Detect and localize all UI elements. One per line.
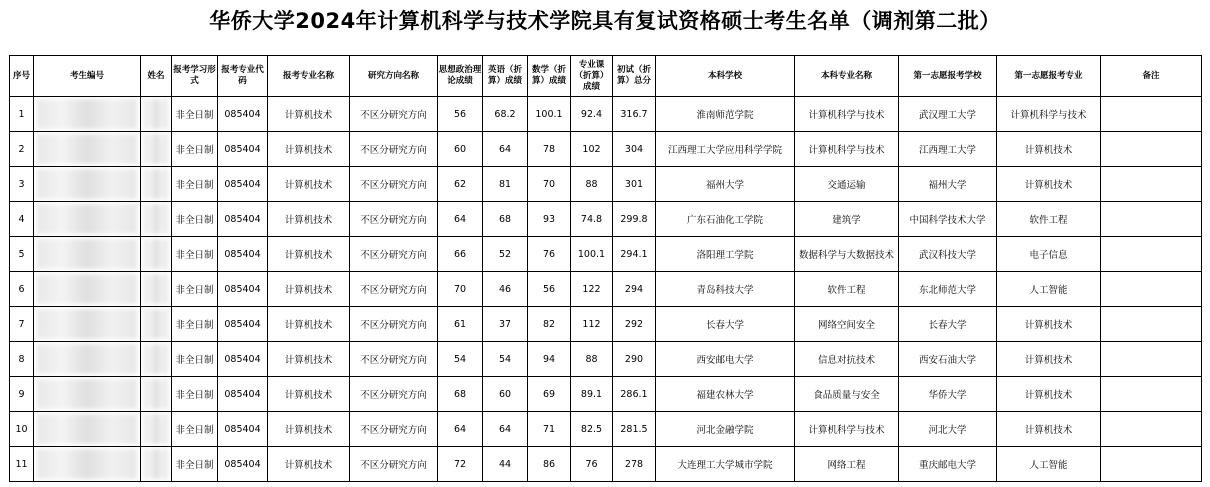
cell-major-name: 计算机技术 [268,237,350,272]
cell-first-major: 计算机技术 [997,377,1101,412]
cell-professional: 76 [571,447,613,482]
cell-seq: 10 [10,412,34,447]
cell-candidate-id [34,202,141,237]
cell-ug-school: 河北金融学院 [656,412,795,447]
cell-direction: 不区分研究方向 [350,412,438,447]
redacted-blur [144,414,168,444]
cell-total: 294 [613,272,656,307]
cell-note [1101,237,1202,272]
cell-total: 299.8 [613,202,656,237]
cell-study-form: 非全日制 [172,97,218,132]
table-row [10,132,1202,167]
cell-ug-major: 软件工程 [795,272,899,307]
cell-direction: 不区分研究方向 [350,132,438,167]
cell-professional: 74.8 [571,202,613,237]
cell-direction: 不区分研究方向 [350,97,438,132]
cell-politics: 61 [438,307,483,342]
cell-math: 76 [528,237,571,272]
cell-name [141,307,172,342]
redacted-blur [37,134,137,164]
cell-major-name: 计算机技术 [268,342,350,377]
cell-note [1101,377,1202,412]
cell-math: 82 [528,307,571,342]
cell-direction: 不区分研究方向 [350,237,438,272]
cell-seq: 9 [10,377,34,412]
redacted-blur [144,169,168,199]
cell-english: 52 [483,237,528,272]
cell-major-code: 085404 [218,237,268,272]
table-body [10,97,1202,482]
cell-note [1101,132,1202,167]
cell-candidate-id [34,167,141,202]
cell-total: 301 [613,167,656,202]
cell-study-form: 非全日制 [172,447,218,482]
cell-math: 71 [528,412,571,447]
cell-ug-school: 洛阳理工学院 [656,237,795,272]
cell-name [141,132,172,167]
cell-direction: 不区分研究方向 [350,377,438,412]
cell-name [141,377,172,412]
cell-major-code: 085404 [218,342,268,377]
cell-ug-school: 广东石油化工学院 [656,202,795,237]
cell-note [1101,272,1202,307]
cell-politics: 68 [438,377,483,412]
cell-candidate-id [34,237,141,272]
redacted-blur [144,99,168,129]
cell-major-code: 085404 [218,132,268,167]
cell-major-code: 085404 [218,307,268,342]
cell-english: 68 [483,202,528,237]
cell-ug-major: 食品质量与安全 [795,377,899,412]
cell-english: 44 [483,447,528,482]
cell-direction: 不区分研究方向 [350,202,438,237]
table-row [10,97,1202,132]
cell-first-major: 人工智能 [997,272,1101,307]
cell-candidate-id [34,447,141,482]
cell-candidate-id [34,307,141,342]
header-direction: 研究方向名称 [350,56,438,97]
cell-first-school: 江西理工大学 [899,132,997,167]
cell-major-code: 085404 [218,202,268,237]
cell-study-form: 非全日制 [172,237,218,272]
cell-professional: 88 [571,167,613,202]
cell-major-name: 计算机技术 [268,97,350,132]
cell-first-school: 东北师范大学 [899,272,997,307]
cell-math: 78 [528,132,571,167]
cell-ug-school: 淮南师范学院 [656,97,795,132]
cell-major-name: 计算机技术 [268,202,350,237]
cell-ug-major: 计算机科学与技术 [795,412,899,447]
cell-candidate-id [34,342,141,377]
redacted-blur [144,204,168,234]
cell-direction: 不区分研究方向 [350,167,438,202]
cell-direction: 不区分研究方向 [350,307,438,342]
redacted-blur [144,344,168,374]
redacted-blur [37,239,137,269]
cell-major-name: 计算机技术 [268,377,350,412]
cell-seq: 8 [10,342,34,377]
cell-major-name: 计算机技术 [268,447,350,482]
cell-note [1101,307,1202,342]
cell-ug-major: 网络空间安全 [795,307,899,342]
table-row [10,272,1202,307]
redacted-blur [37,274,137,304]
cell-seq: 11 [10,447,34,482]
table-row [10,167,1202,202]
redacted-blur [144,449,168,479]
cell-note [1101,412,1202,447]
table-row [10,447,1202,482]
cell-math: 70 [528,167,571,202]
cell-study-form: 非全日制 [172,202,218,237]
cell-politics: 64 [438,202,483,237]
cell-name [141,202,172,237]
header-note: 备注 [1101,56,1202,97]
cell-ug-school: 西安邮电大学 [656,342,795,377]
header-professional: 专业课（折算）成绩 [571,56,613,97]
cell-ug-school: 青岛科技大学 [656,272,795,307]
cell-note [1101,202,1202,237]
cell-study-form: 非全日制 [172,307,218,342]
cell-first-school: 福州大学 [899,167,997,202]
cell-note [1101,167,1202,202]
cell-direction: 不区分研究方向 [350,272,438,307]
cell-major-code: 085404 [218,412,268,447]
redacted-blur [37,379,137,409]
cell-math: 56 [528,272,571,307]
cell-politics: 54 [438,342,483,377]
cell-study-form: 非全日制 [172,377,218,412]
candidate-table [9,55,1202,482]
redacted-blur [144,274,168,304]
cell-first-major: 电子信息 [997,237,1101,272]
cell-first-school: 河北大学 [899,412,997,447]
cell-ug-school: 长春大学 [656,307,795,342]
cell-math: 100.1 [528,97,571,132]
cell-professional: 122 [571,272,613,307]
cell-english: 46 [483,272,528,307]
cell-total: 292 [613,307,656,342]
cell-first-major: 计算机技术 [997,167,1101,202]
cell-politics: 70 [438,272,483,307]
cell-math: 94 [528,342,571,377]
cell-total: 290 [613,342,656,377]
cell-seq: 6 [10,272,34,307]
cell-candidate-id [34,272,141,307]
header-candidate-id: 考生编号 [34,56,141,97]
cell-english: 54 [483,342,528,377]
cell-total: 304 [613,132,656,167]
cell-total: 278 [613,447,656,482]
cell-study-form: 非全日制 [172,132,218,167]
cell-name [141,237,172,272]
cell-first-school: 西安石油大学 [899,342,997,377]
redacted-blur [37,309,137,339]
cell-candidate-id [34,412,141,447]
cell-ug-major: 数据科学与大数据技术 [795,237,899,272]
cell-professional: 100.1 [571,237,613,272]
cell-major-name: 计算机技术 [268,132,350,167]
table-row [10,202,1202,237]
cell-first-major: 计算机科学与技术 [997,97,1101,132]
redacted-blur [37,414,137,444]
cell-english: 64 [483,132,528,167]
cell-ug-school: 大连理工大学城市学院 [656,447,795,482]
cell-ug-school: 福州大学 [656,167,795,202]
cell-major-code: 085404 [218,447,268,482]
cell-math: 69 [528,377,571,412]
cell-study-form: 非全日制 [172,412,218,447]
cell-name [141,412,172,447]
cell-ug-major: 计算机科学与技术 [795,97,899,132]
redacted-blur [144,379,168,409]
cell-first-school: 中国科学技术大学 [899,202,997,237]
redacted-blur [37,169,137,199]
cell-major-name: 计算机技术 [268,167,350,202]
cell-seq: 4 [10,202,34,237]
cell-name [141,167,172,202]
table-row [10,412,1202,447]
cell-candidate-id [34,377,141,412]
cell-english: 68.2 [483,97,528,132]
header-seq: 序号 [10,56,34,97]
cell-professional: 92.4 [571,97,613,132]
cell-ug-major: 信息对抗技术 [795,342,899,377]
header-math: 数学（折算）成绩 [528,56,571,97]
cell-name [141,97,172,132]
cell-first-major: 软件工程 [997,202,1101,237]
cell-politics: 56 [438,97,483,132]
table-row [10,342,1202,377]
cell-ug-major: 交通运输 [795,167,899,202]
cell-candidate-id [34,132,141,167]
cell-note [1101,342,1202,377]
header-major-code: 报考专业代码 [218,56,268,97]
header-ug-school: 本科学校 [656,56,795,97]
cell-first-major: 人工智能 [997,447,1101,482]
table-row [10,237,1202,272]
cell-study-form: 非全日制 [172,272,218,307]
cell-study-form: 非全日制 [172,167,218,202]
header-politics: 思想政治理论成绩 [438,56,483,97]
header-first-school: 第一志愿报考学校 [899,56,997,97]
cell-first-major: 计算机技术 [997,132,1101,167]
cell-first-school: 重庆邮电大学 [899,447,997,482]
header-name: 姓名 [141,56,172,97]
cell-politics: 64 [438,412,483,447]
redacted-blur [144,309,168,339]
cell-name [141,447,172,482]
cell-direction: 不区分研究方向 [350,447,438,482]
cell-ug-school: 江西理工大学应用科学学院 [656,132,795,167]
cell-major-name: 计算机技术 [268,307,350,342]
redacted-blur [37,344,137,374]
cell-professional: 82.5 [571,412,613,447]
redacted-blur [144,134,168,164]
cell-ug-major: 网络工程 [795,447,899,482]
cell-first-school: 长春大学 [899,307,997,342]
cell-professional: 102 [571,132,613,167]
cell-major-name: 计算机技术 [268,412,350,447]
cell-note [1101,447,1202,482]
table-row [10,307,1202,342]
cell-first-school: 武汉理工大学 [899,97,997,132]
header-major-name: 报考专业名称 [268,56,350,97]
cell-ug-major: 建筑学 [795,202,899,237]
cell-professional: 89.1 [571,377,613,412]
cell-politics: 60 [438,132,483,167]
cell-candidate-id [34,97,141,132]
header-total: 初试（折算）总分 [613,56,656,97]
cell-professional: 88 [571,342,613,377]
cell-ug-school: 福建农林大学 [656,377,795,412]
cell-seq: 3 [10,167,34,202]
document-title: 华侨大学2024年计算机科学与技术学院具有复试资格硕士考生名单（调剂第二批） [209,9,1001,33]
redacted-blur [37,204,137,234]
header-ug-major: 本科专业名称 [795,56,899,97]
cell-major-code: 085404 [218,97,268,132]
cell-first-major: 计算机技术 [997,412,1101,447]
cell-seq: 2 [10,132,34,167]
cell-name [141,272,172,307]
cell-english: 60 [483,377,528,412]
cell-english: 64 [483,412,528,447]
cell-english: 81 [483,167,528,202]
cell-total: 281.5 [613,412,656,447]
cell-math: 93 [528,202,571,237]
redacted-blur [37,449,137,479]
table-header-row [10,56,1202,97]
cell-first-school: 武汉科技大学 [899,237,997,272]
cell-name [141,342,172,377]
cell-seq: 5 [10,237,34,272]
cell-politics: 66 [438,237,483,272]
cell-ug-major: 计算机科学与技术 [795,132,899,167]
cell-total: 286.1 [613,377,656,412]
cell-politics: 72 [438,447,483,482]
header-first-major: 第一志愿报考专业 [997,56,1101,97]
header-english: 英语（折算）成绩 [483,56,528,97]
cell-major-code: 085404 [218,167,268,202]
cell-first-major: 计算机技术 [997,307,1101,342]
cell-math: 86 [528,447,571,482]
table-row [10,377,1202,412]
cell-note [1101,97,1202,132]
cell-study-form: 非全日制 [172,342,218,377]
cell-total: 316.7 [613,97,656,132]
cell-direction: 不区分研究方向 [350,342,438,377]
cell-major-code: 085404 [218,272,268,307]
cell-english: 37 [483,307,528,342]
cell-major-code: 085404 [218,377,268,412]
redacted-blur [144,239,168,269]
cell-total: 294.1 [613,237,656,272]
cell-first-school: 华侨大学 [899,377,997,412]
cell-first-major: 计算机技术 [997,342,1101,377]
cell-major-name: 计算机技术 [268,272,350,307]
cell-professional: 112 [571,307,613,342]
cell-seq: 7 [10,307,34,342]
header-study-form: 报考学习形式 [172,56,218,97]
cell-seq: 1 [10,97,34,132]
cell-politics: 62 [438,167,483,202]
redacted-blur [37,99,137,129]
